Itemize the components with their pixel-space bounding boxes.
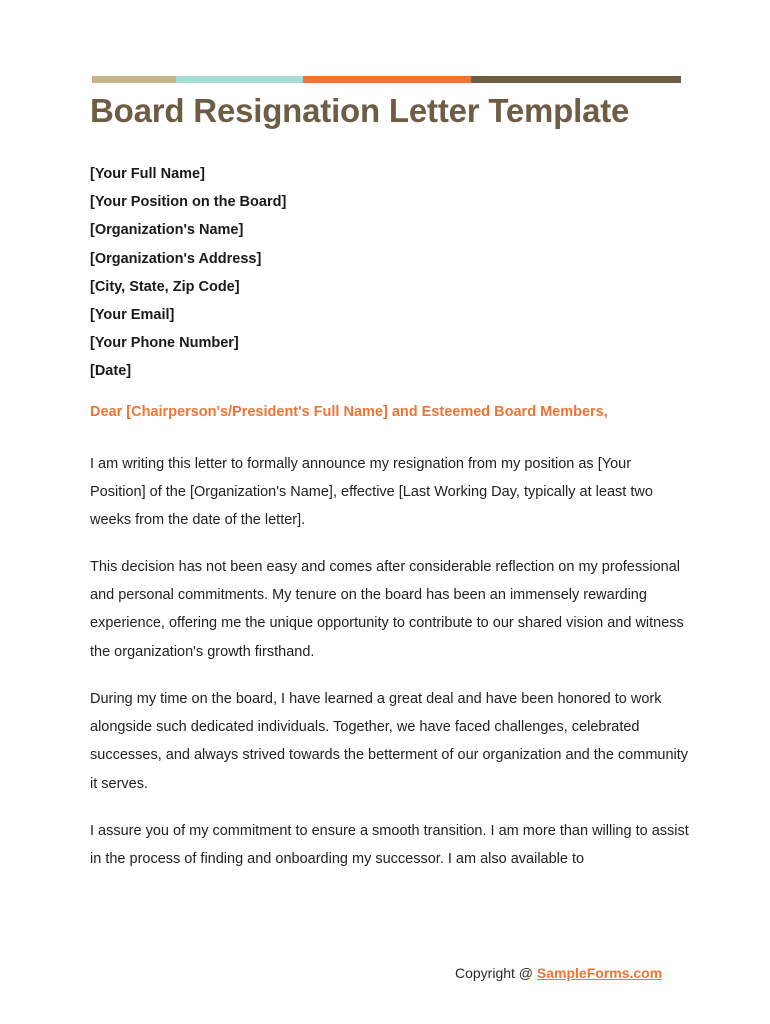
color-bar-segment-orange — [303, 76, 471, 83]
sender-organization-name: [Organization's Name] — [90, 222, 244, 239]
paragraph-resignation-announcement: I am writing this letter to formally announce my resignation from my position as [Your Position] of the [Organization's Name], effective [Last Working Day, typically at least two weeks from the date of the letter]. — [90, 456, 653, 529]
color-bar-segment-tan — [92, 76, 176, 83]
color-bar-segment-brown — [471, 76, 681, 83]
sender-full-name: [Your Full Name] — [90, 166, 205, 182]
header-color-bar — [92, 76, 681, 83]
sampleforms-link[interactable]: SampleForms.com — [536, 965, 663, 981]
sender-email: [Your Email] — [90, 306, 175, 323]
sender-date: [Date] — [90, 363, 132, 380]
sender-info-block — [90, 160, 286, 386]
copyright-footer — [455, 965, 662, 981]
paragraph-gratitude: During my time on the board, I have learned a great deal and have been honored to work alongside such dedicated individuals. Together, we have faced challenges, celebrated successes, and always strived towards the betterment of our organization and the community it serves. — [90, 691, 689, 792]
color-bar-segment-teal — [176, 76, 303, 83]
paragraph-transition-commitment: I assure you of my commitment to ensure a smooth transition. I am more than willing to assist in the process of finding and onboarding my successor. I am also available to — [90, 823, 689, 868]
paragraph-decision-reflection: This decision has not been easy and comes after considerable reflection on my professional and personal commitments. My tenure on the board has been an immensely rewarding experience, offering me the unique opportunity to contribute to our shared vision and witness the organization's growth firsthand. — [90, 559, 684, 660]
letter-salutation: Dear [Chairperson's/President's Full Name] and Esteemed Board Members, — [90, 404, 608, 420]
sender-organization-address: [Organization's Address] — [90, 250, 262, 267]
document-title: Board Resignation Letter Template — [90, 92, 630, 129]
sender-board-position: [Your Position on the Board] — [90, 194, 287, 211]
sender-city-state-zip: [City, State, Zip Code] — [90, 278, 240, 295]
sender-phone-number: [Your Phone Number] — [90, 335, 239, 352]
copyright-prefix: Copyright @ — [455, 965, 537, 981]
